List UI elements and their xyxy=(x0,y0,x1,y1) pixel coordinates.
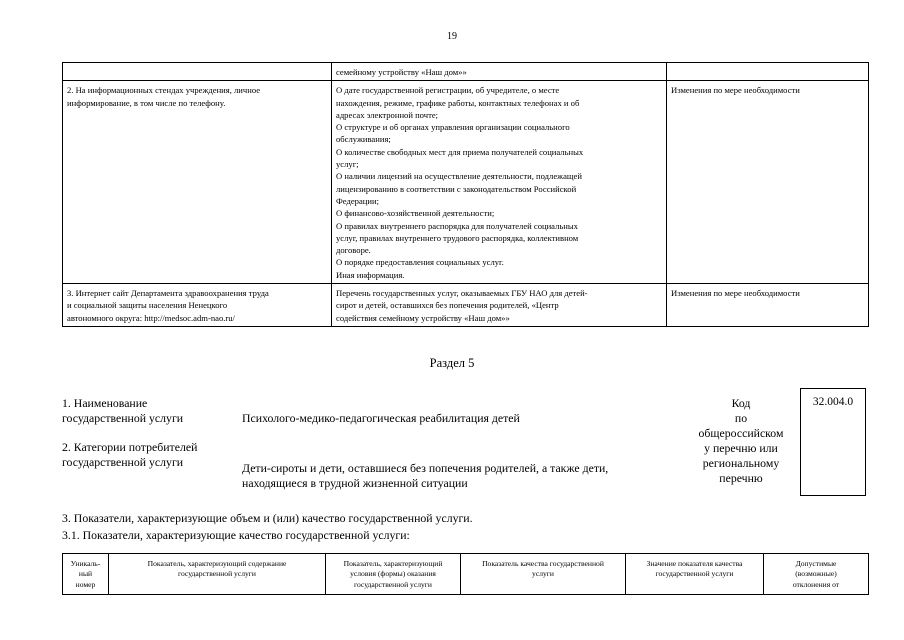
table-cell: Изменения по мере необходимости xyxy=(667,81,869,284)
quality-indicators-table xyxy=(62,553,869,595)
header-cell-line: Показатель, характеризующий xyxy=(343,559,443,568)
cell-line: семейному устройству «Наш дом»» xyxy=(336,67,467,77)
header-cell-line: государственной услуги xyxy=(178,569,256,579)
section-title: Раздел 5 xyxy=(429,356,475,370)
registry-code-box xyxy=(800,388,866,496)
table-cell xyxy=(332,63,667,81)
cell-line: нахождения, режиме, графике работы, контактных телефонах и об xyxy=(336,97,580,108)
registry-code-value: 32.004.0 xyxy=(812,396,854,408)
cell-line: обслуживания; xyxy=(336,134,391,145)
cell-line: 2. На информационных стендах учреждения, личное xyxy=(67,85,261,96)
header-cell-line: услуги xyxy=(532,569,554,579)
table-cell xyxy=(63,284,332,327)
service-name-label xyxy=(62,396,183,426)
cell-line: О порядке предоставления социальных услуг. xyxy=(336,257,504,268)
consumer-category-label-line: государственной услуги xyxy=(62,455,184,469)
consumer-category-value-line: находящиеся в трудной жизненной ситуации xyxy=(242,476,468,490)
service-name-label-line: государственной услуги xyxy=(62,411,184,425)
cell-line: О наличии лицензий на осуществление деятельности, подлежащей xyxy=(336,171,582,182)
header-cell xyxy=(109,554,326,595)
code-label-line: по xyxy=(734,411,748,425)
cell-line: содействия семейному устройству «Наш дом»» xyxy=(336,312,510,323)
header-cell xyxy=(461,554,626,595)
service-name-value: Психолого-медико-педагогическая реабилитация детей xyxy=(242,411,520,425)
table-row xyxy=(63,81,869,284)
table-cell xyxy=(667,63,869,81)
code-label-line: у перечню или xyxy=(704,441,778,455)
table-row xyxy=(63,284,869,327)
consumer-category-value xyxy=(242,461,608,491)
table-header-row xyxy=(63,554,869,595)
cell-line: и социальной защиты населения Ненецкого xyxy=(67,300,228,311)
table-cell xyxy=(332,284,667,327)
cell-line: договоре. xyxy=(336,245,371,256)
cell-line: Иная информация. xyxy=(336,269,405,280)
cell-line: адресах электронной почте; xyxy=(336,109,439,120)
cell-line: услуг, правилах внутреннего трудового распорядка, коллективном xyxy=(336,232,579,243)
header-cell-line: ный xyxy=(78,569,93,579)
service-name-label-line: 1. Наименование xyxy=(62,396,148,410)
header-cell-line: Показатель качества государственной xyxy=(482,559,604,568)
cell-line: О количестве свободных мест для приема получателей социальных xyxy=(336,146,584,157)
header-cell-line: условия (формы) оказания xyxy=(350,569,436,579)
header-cell-line: государственной услуги xyxy=(354,579,432,589)
header-cell-line: Уникаль- xyxy=(70,559,101,568)
header-cell-line: государственной услуги xyxy=(655,569,734,579)
header-cell-line: Значение показателя качества xyxy=(646,559,743,568)
cell-line: О финансово-хозяйственной деятельности; xyxy=(336,208,495,219)
table-cell xyxy=(332,81,667,284)
consumer-category-value-line: Дети-сироты и дети, оставшиеся без попечения родителей, а также дети, xyxy=(242,461,609,475)
registry-code-label xyxy=(688,396,794,486)
cell-line: сирот и детей, оставшихся без попечения родителей, «Центр xyxy=(336,300,559,311)
code-label-line: Код xyxy=(731,396,751,410)
information-table xyxy=(62,62,869,327)
cell-line: О правилах внутреннего распорядка для получателей социальных xyxy=(336,220,578,231)
header-cell xyxy=(764,554,869,595)
table-row xyxy=(63,63,869,81)
cell-line: автономного округа: http://medsoc.adm-nao.ru/ xyxy=(67,312,235,323)
header-cell-line: Допустимые xyxy=(795,559,837,568)
code-label-line: общероссийском xyxy=(698,426,784,440)
indicators-heading: 3. Показатели, характеризующие объем и (или) качество государственной услуги. xyxy=(62,511,473,525)
consumer-category-label xyxy=(62,440,197,470)
header-cell xyxy=(326,554,461,595)
header-cell xyxy=(63,554,109,595)
cell-line: 3. Интернет сайт Департамента здравоохранения труда xyxy=(67,288,269,299)
consumer-category-label-line: 2. Категории потребителей xyxy=(62,440,198,454)
quality-indicators-heading: 3.1. Показатели, характеризующие качество государственной услуги: xyxy=(62,528,410,542)
cell-line: О структуре и об органах управления организации социального xyxy=(336,122,570,133)
header-cell-line: (возможные) xyxy=(795,569,837,579)
header-cell-line: отклонения от xyxy=(792,579,840,589)
table-cell: Изменения по мере необходимости xyxy=(667,284,869,327)
table-cell xyxy=(63,81,332,284)
cell-line: О дате государственной регистрации, об учредителе, о месте xyxy=(336,85,560,96)
cell-line: лицензированию в соответствии с законодательством Российской xyxy=(336,183,577,194)
header-cell-line: номер xyxy=(75,579,96,589)
table-cell xyxy=(63,63,332,81)
cell-line: Перечень государственных услуг, оказываемых ГБУ НАО для детей- xyxy=(336,288,588,299)
cell-line: Федерации; xyxy=(336,195,379,206)
code-label-line: перечню xyxy=(719,471,763,485)
page-number: 19 xyxy=(447,31,457,42)
cell-line: информирование, в том числе по телефону. xyxy=(67,97,226,108)
code-label-line: региональному xyxy=(702,456,780,470)
cell-line: услуг; xyxy=(336,159,359,170)
header-cell xyxy=(626,554,764,595)
header-cell-line: Показатель, характеризующий содержание xyxy=(147,559,287,568)
